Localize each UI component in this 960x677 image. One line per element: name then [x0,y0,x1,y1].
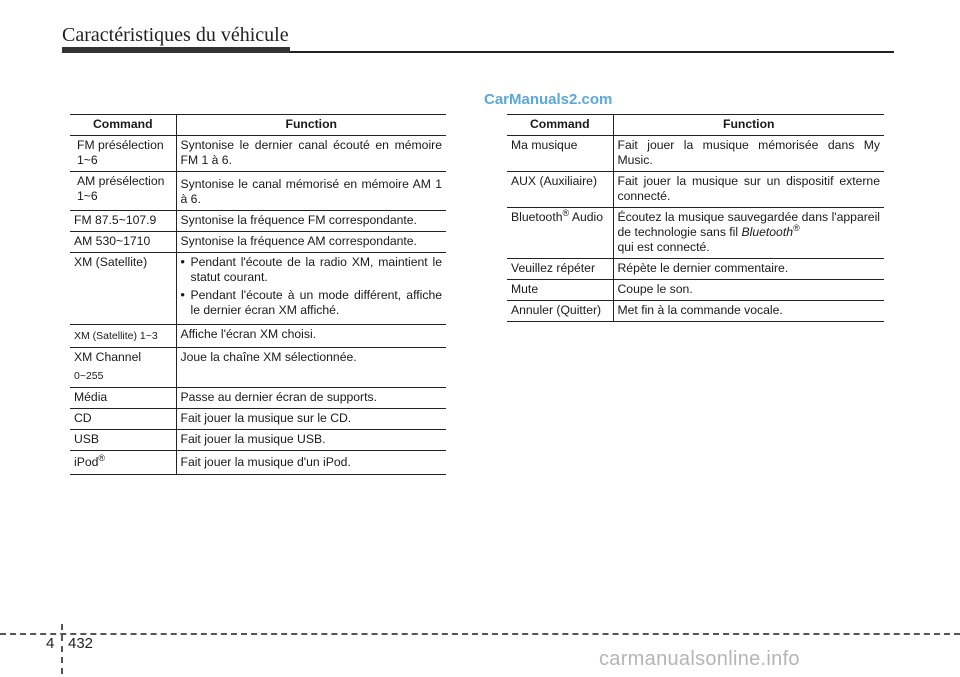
command-label-suffix: Audio [569,210,604,224]
command-cell: FM présélection 1~6 [70,136,176,172]
command-cell: FM 87.5~107.9 [70,211,176,232]
chapter-number: 4 [46,635,55,652]
command-cell [507,208,613,259]
column-header-function: Function [613,115,884,136]
footer-dashed-rule [0,633,960,635]
command-cell: Veuillez répéter [507,259,613,280]
function-cell: Syntonise la fréquence AM correspondante. [176,232,446,253]
page-number: 432 [68,635,94,652]
header-rule [290,51,894,53]
left-command-table [70,114,446,475]
registered-mark: ® [793,222,800,233]
function-cell: Fait jouer la musique sur le CD. [176,409,446,430]
right-command-table [507,114,884,322]
table-row [507,208,884,259]
table-row [70,325,446,348]
function-cell: Joue la chaîne XM sélectionnée. [176,348,446,388]
table-row [507,136,884,172]
table-row [70,172,446,211]
function-text: qui est connecté. [617,240,710,254]
column-header-command: Command [70,115,176,136]
table-row [70,348,446,388]
command-cell: XM (Satellite) [70,253,176,325]
command-label: Bluetooth [511,210,563,224]
function-cell: Fait jouer la musique mémorisée dans My Music. [613,136,884,172]
bullet-item: • Pendant l'écoute à un mode différent, affiche le dernier écran XM affiché. [181,288,443,318]
function-cell: Coupe le son. [613,280,884,301]
table-header-row [70,115,446,136]
command-cell [70,451,176,475]
header-rule-thick [62,47,290,53]
page-header-title: Caractéristiques du véhicule [62,24,289,46]
table-row [507,172,884,208]
table-row [70,409,446,430]
command-cell [70,348,176,388]
command-cell: Mute [507,280,613,301]
table-row [70,136,446,172]
function-cell: Syntonise le canal mémorisé en mémoire AM 1 à 6. [176,172,446,211]
table-row [70,253,446,325]
command-label: iPod [74,455,99,469]
function-cell: Met fin à la commande vocale. [613,301,884,322]
registered-mark: ® [562,207,570,218]
command-cell: Annuler (Quitter) [507,301,613,322]
function-cell: Affiche l'écran XM choisi. [176,325,446,348]
command-cell: AM 530~1710 [70,232,176,253]
table-row [70,232,446,253]
command-cell: Média [70,388,176,409]
function-cell [613,208,884,259]
command-cell: AM présélection 1~6 [70,172,176,211]
function-cell: Fait jouer la musique d'un iPod. [176,451,446,475]
table-header-row [507,115,884,136]
column-header-function: Function [176,115,446,136]
command-range: 0~255 [74,370,104,382]
command-cell: Ma musique [507,136,613,172]
command-cell: AUX (Auxiliaire) [507,172,613,208]
bluetooth-brand: Bluetooth [741,225,793,239]
command-label: XM Channel [74,350,142,364]
registered-mark: ® [98,452,106,463]
table-row [507,259,884,280]
table-row [70,451,446,475]
function-cell: Répète le dernier commentaire. [613,259,884,280]
watermark-top: CarManuals2.com [484,91,613,108]
command-cell: USB [70,430,176,451]
column-header-command: Command [507,115,613,136]
bullet-list [181,255,443,318]
function-text: Écoutez la musique sauvegardée dans l'appareil de technologie sans fil [617,210,880,239]
watermark-bottom: carmanualsonline.info [599,648,800,670]
command-cell: XM (Satellite) 1~3 [70,325,176,348]
footer-vertical-dashed-rule [61,624,63,674]
table-row [70,211,446,232]
table-row [70,388,446,409]
function-cell: Passe au dernier écran de supports. [176,388,446,409]
table-row [507,280,884,301]
function-cell: Fait jouer la musique USB. [176,430,446,451]
function-cell: Fait jouer la musique sur un dispositif externe connecté. [613,172,884,208]
bullet-item: • Pendant l'écoute de la radio XM, maintient le statut courant. [181,255,443,285]
function-cell [176,253,446,325]
function-cell: Syntonise le dernier canal écouté en mémoire FM 1 à 6. [176,136,446,172]
table-row [70,430,446,451]
command-cell: CD [70,409,176,430]
function-cell: Syntonise la fréquence FM correspondante. [176,211,446,232]
table-row [507,301,884,322]
